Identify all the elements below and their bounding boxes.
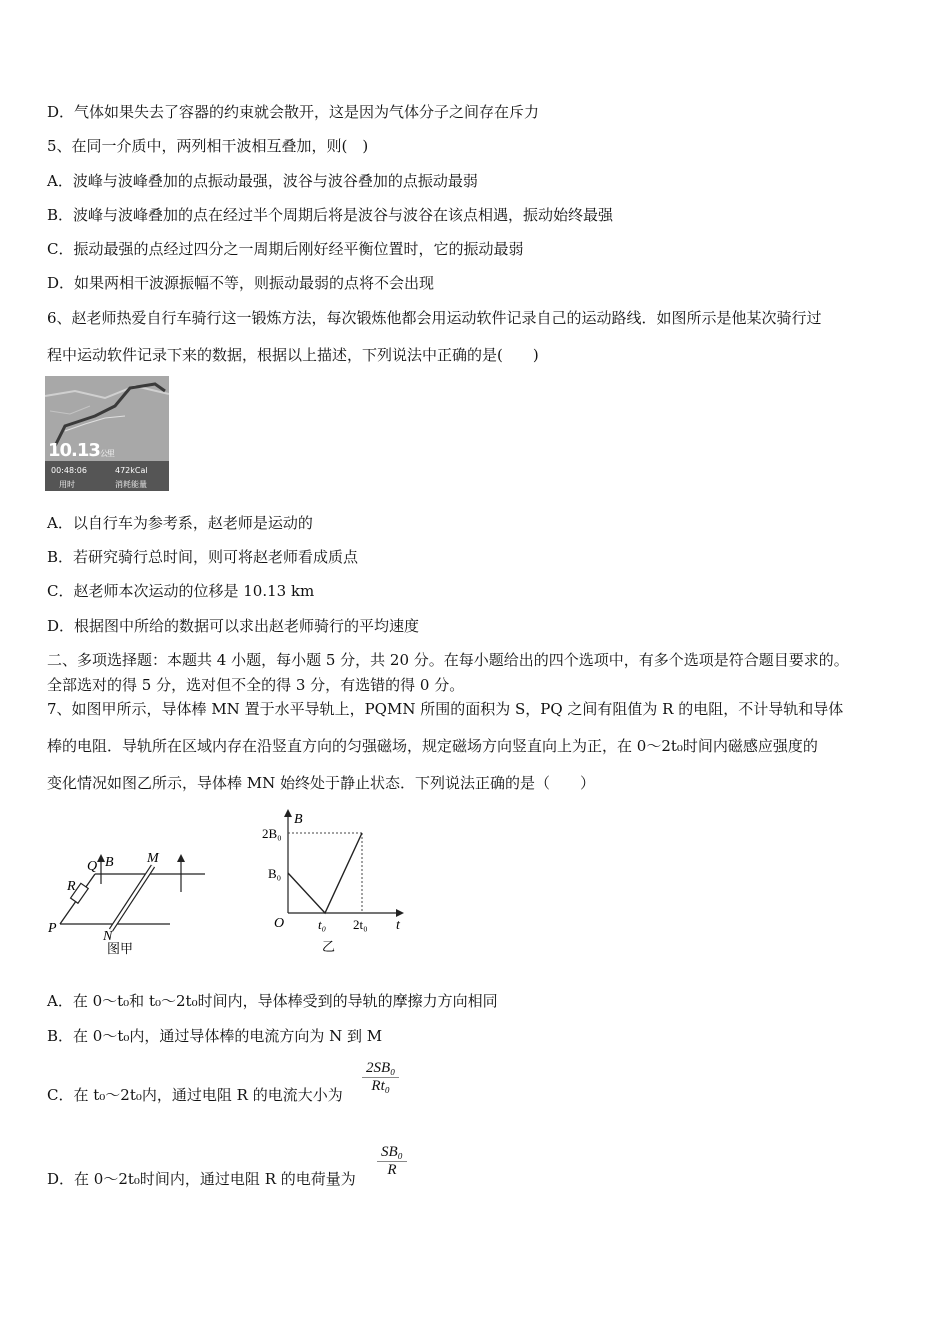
q7-option-a: A．在 0～t₀和 t₀～2t₀时间内，导体棒受到的导轨的摩擦力方向相同 xyxy=(47,992,498,1010)
caption-jia: 图甲 xyxy=(107,941,134,956)
label-q: Q xyxy=(87,859,98,874)
q5-option-b: B．波峰与波峰叠加的点在经过半个周期后将是波谷与波谷在该点相遇，振动始终最强 xyxy=(47,206,614,224)
q7d-numerator: SB₀ xyxy=(377,1144,407,1162)
q7c-numerator: 2SB₀ xyxy=(362,1060,399,1078)
q7c-fraction xyxy=(362,1060,399,1095)
origin-label: O xyxy=(274,916,285,931)
label-b: B xyxy=(105,855,114,870)
axis-label-t: t xyxy=(396,918,400,933)
caption-yi: 乙 xyxy=(322,939,336,954)
time-label: 用时 xyxy=(59,480,75,489)
cycling-app-screenshot xyxy=(45,376,169,491)
distance-readout: 10.13公里 xyxy=(48,440,114,461)
time-value: 00:48:06 xyxy=(51,466,87,475)
tick-t0: t₀ xyxy=(318,917,327,932)
q7-stem-1: 7、如图甲所示，导体棒 MN 置于水平导轨上，PQMN 所围的面积为 S，PQ 之间有阻值为 R 的电阻，不计导轨和导体 xyxy=(47,700,844,718)
axis-label-b: B xyxy=(294,812,303,827)
q7c-denominator: Rt₀ xyxy=(371,1078,390,1094)
label-p: P xyxy=(48,921,57,936)
q5-option-c: C．振动最强的点经过四分之一周期后刚好经平衡位置时，它的振动最弱 xyxy=(47,240,524,258)
energy-value: 472kCal xyxy=(115,466,148,475)
figure-jia xyxy=(45,840,220,960)
q7-stem-2: 棒的电阻．导轨所在区域内存在沿竖直方向的匀强磁场，规定磁场方向竖直向上为正，在 0～2t₀时间内磁感应强度的 xyxy=(47,737,818,755)
q4-option-d: D．气体如果失去了容器的约束就会散开，这是因为气体分子之间存在斥力 xyxy=(47,103,540,121)
q6-stem-2: 程中运动软件记录下来的数据，根据以上描述，下列说法中正确的是( ) xyxy=(47,346,539,364)
q6-option-c: C．赵老师本次运动的位移是 10.13 km xyxy=(47,582,315,600)
section2-heading-2: 全部选对的得 5 分，选对但不全的得 3 分，有选错的得 0 分。 xyxy=(47,676,465,694)
section2-heading-1: 二、多项选择题：本题共 4 小题，每小题 5 分，共 20 分。在每小题给出的四个选项中，有多个选项是符合题目要求的。 xyxy=(47,651,849,669)
energy-label: 消耗能量 xyxy=(115,480,147,489)
q6-option-b: B．若研究骑行总时间，则可将赵老师看成质点 xyxy=(47,548,359,566)
figure-yi-graph xyxy=(260,805,410,955)
q7d-fraction xyxy=(377,1144,407,1179)
q7-option-d: D．在 0～2t₀时间内，通过电阻 R 的电荷量为 xyxy=(47,1170,356,1188)
q5-stem: 5、在同一介质中，两列相干波相互叠加，则( ) xyxy=(47,137,369,155)
tick-b0: B₀ xyxy=(268,866,282,881)
q7d-denominator: R xyxy=(387,1162,397,1178)
q7-stem-3: 变化情况如图乙所示，导体棒 MN 始终处于静止状态．下列说法正确的是（ ） xyxy=(47,774,596,792)
q5-option-d: D．如果两相干波源振幅不等，则振动最弱的点将不会出现 xyxy=(47,274,435,292)
label-r: R xyxy=(67,879,76,894)
tick-2b0: 2B₀ xyxy=(262,826,282,841)
q7-option-b: B．在 0～t₀内，通过导体棒的电流方向为 N 到 M xyxy=(47,1027,383,1045)
q6-stem-1: 6、赵老师热爱自行车骑行这一锻炼方法，每次锻炼他都会用运动软件记录自己的运动路线．如图所示是他某次骑行过 xyxy=(47,309,822,327)
q7-option-c: C．在 t₀～2t₀内，通过电阻 R 的电流大小为 xyxy=(47,1086,343,1104)
b-t-curve xyxy=(288,833,362,913)
label-n: N xyxy=(103,929,113,944)
q6-option-a: A．以自行车为参考系，赵老师是运动的 xyxy=(47,514,313,532)
q5-option-a: A．波峰与波峰叠加的点振动最强，波谷与波谷叠加的点振动最弱 xyxy=(47,172,478,190)
q6-option-d: D．根据图中所给的数据可以求出赵老师骑行的平均速度 xyxy=(47,617,420,635)
tick-2t0: 2t₀ xyxy=(353,917,368,932)
label-m: M xyxy=(147,851,159,866)
